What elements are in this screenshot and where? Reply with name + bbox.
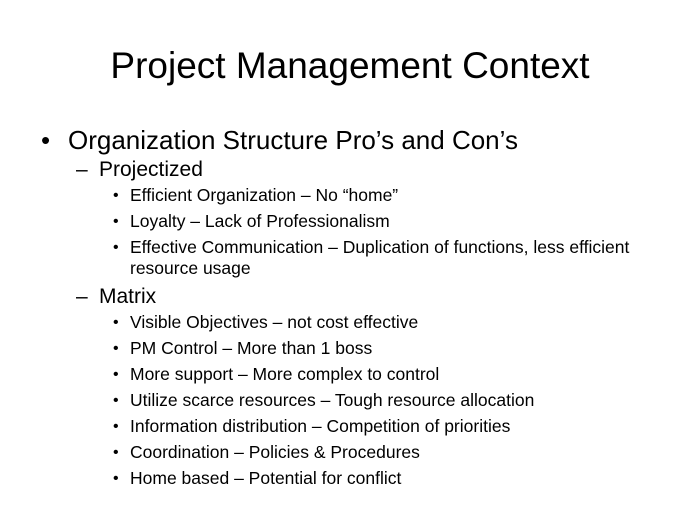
section-heading-text: Projectized	[99, 158, 203, 181]
list-item-text: Efficient Organization – No “home”	[130, 185, 399, 205]
dash-icon: –	[76, 285, 88, 308]
list-item	[0, 211, 700, 232]
section-heading-text: Matrix	[99, 285, 157, 308]
slide-content	[0, 124, 700, 494]
list-item	[0, 390, 700, 411]
dash-icon: –	[76, 158, 88, 181]
topic-item	[0, 124, 700, 156]
list-item-text: Utilize scarce resources – Tough resource allocation	[130, 390, 535, 410]
list-item-text: Coordination – Policies & Procedures	[130, 442, 420, 462]
list-item-text: Effective Communication – Duplication of functions, less efficient resource usage	[130, 237, 630, 278]
list-item	[0, 364, 700, 385]
section-heading-projectized	[0, 157, 700, 183]
list-item	[0, 338, 700, 359]
bullet-icon: •	[113, 187, 119, 204]
list-item-text: More support – More complex to control	[130, 364, 440, 384]
bullet-icon: •	[113, 366, 119, 383]
list-item	[0, 237, 700, 279]
bullet-icon: •	[113, 418, 119, 435]
list-item-text: PM Control – More than 1 boss	[130, 338, 373, 358]
bullet-icon: •	[113, 444, 119, 461]
bullet-icon: •	[113, 340, 119, 357]
bullet-icon: •	[41, 125, 51, 155]
slide-title: Project Management Context	[110, 45, 590, 86]
list-item	[0, 468, 700, 489]
list-item	[0, 185, 700, 206]
list-item	[0, 416, 700, 437]
list-item	[0, 442, 700, 463]
list-item-text: Home based – Potential for conflict	[130, 468, 402, 488]
bullet-icon: •	[113, 239, 119, 256]
topic-text: Organization Structure Pro’s and Con’s	[68, 125, 518, 155]
bullet-icon: •	[113, 392, 119, 409]
bullet-icon: •	[113, 470, 119, 487]
bullet-icon: •	[113, 314, 119, 331]
list-item-text: Visible Objectives – not cost effective	[130, 312, 419, 332]
list-item-text: Loyalty – Lack of Professionalism	[130, 211, 390, 231]
list-item-text: Information distribution – Competition of priorities	[130, 416, 511, 436]
section-heading-matrix	[0, 284, 700, 310]
bullet-icon: •	[113, 213, 119, 230]
list-item	[0, 312, 700, 333]
